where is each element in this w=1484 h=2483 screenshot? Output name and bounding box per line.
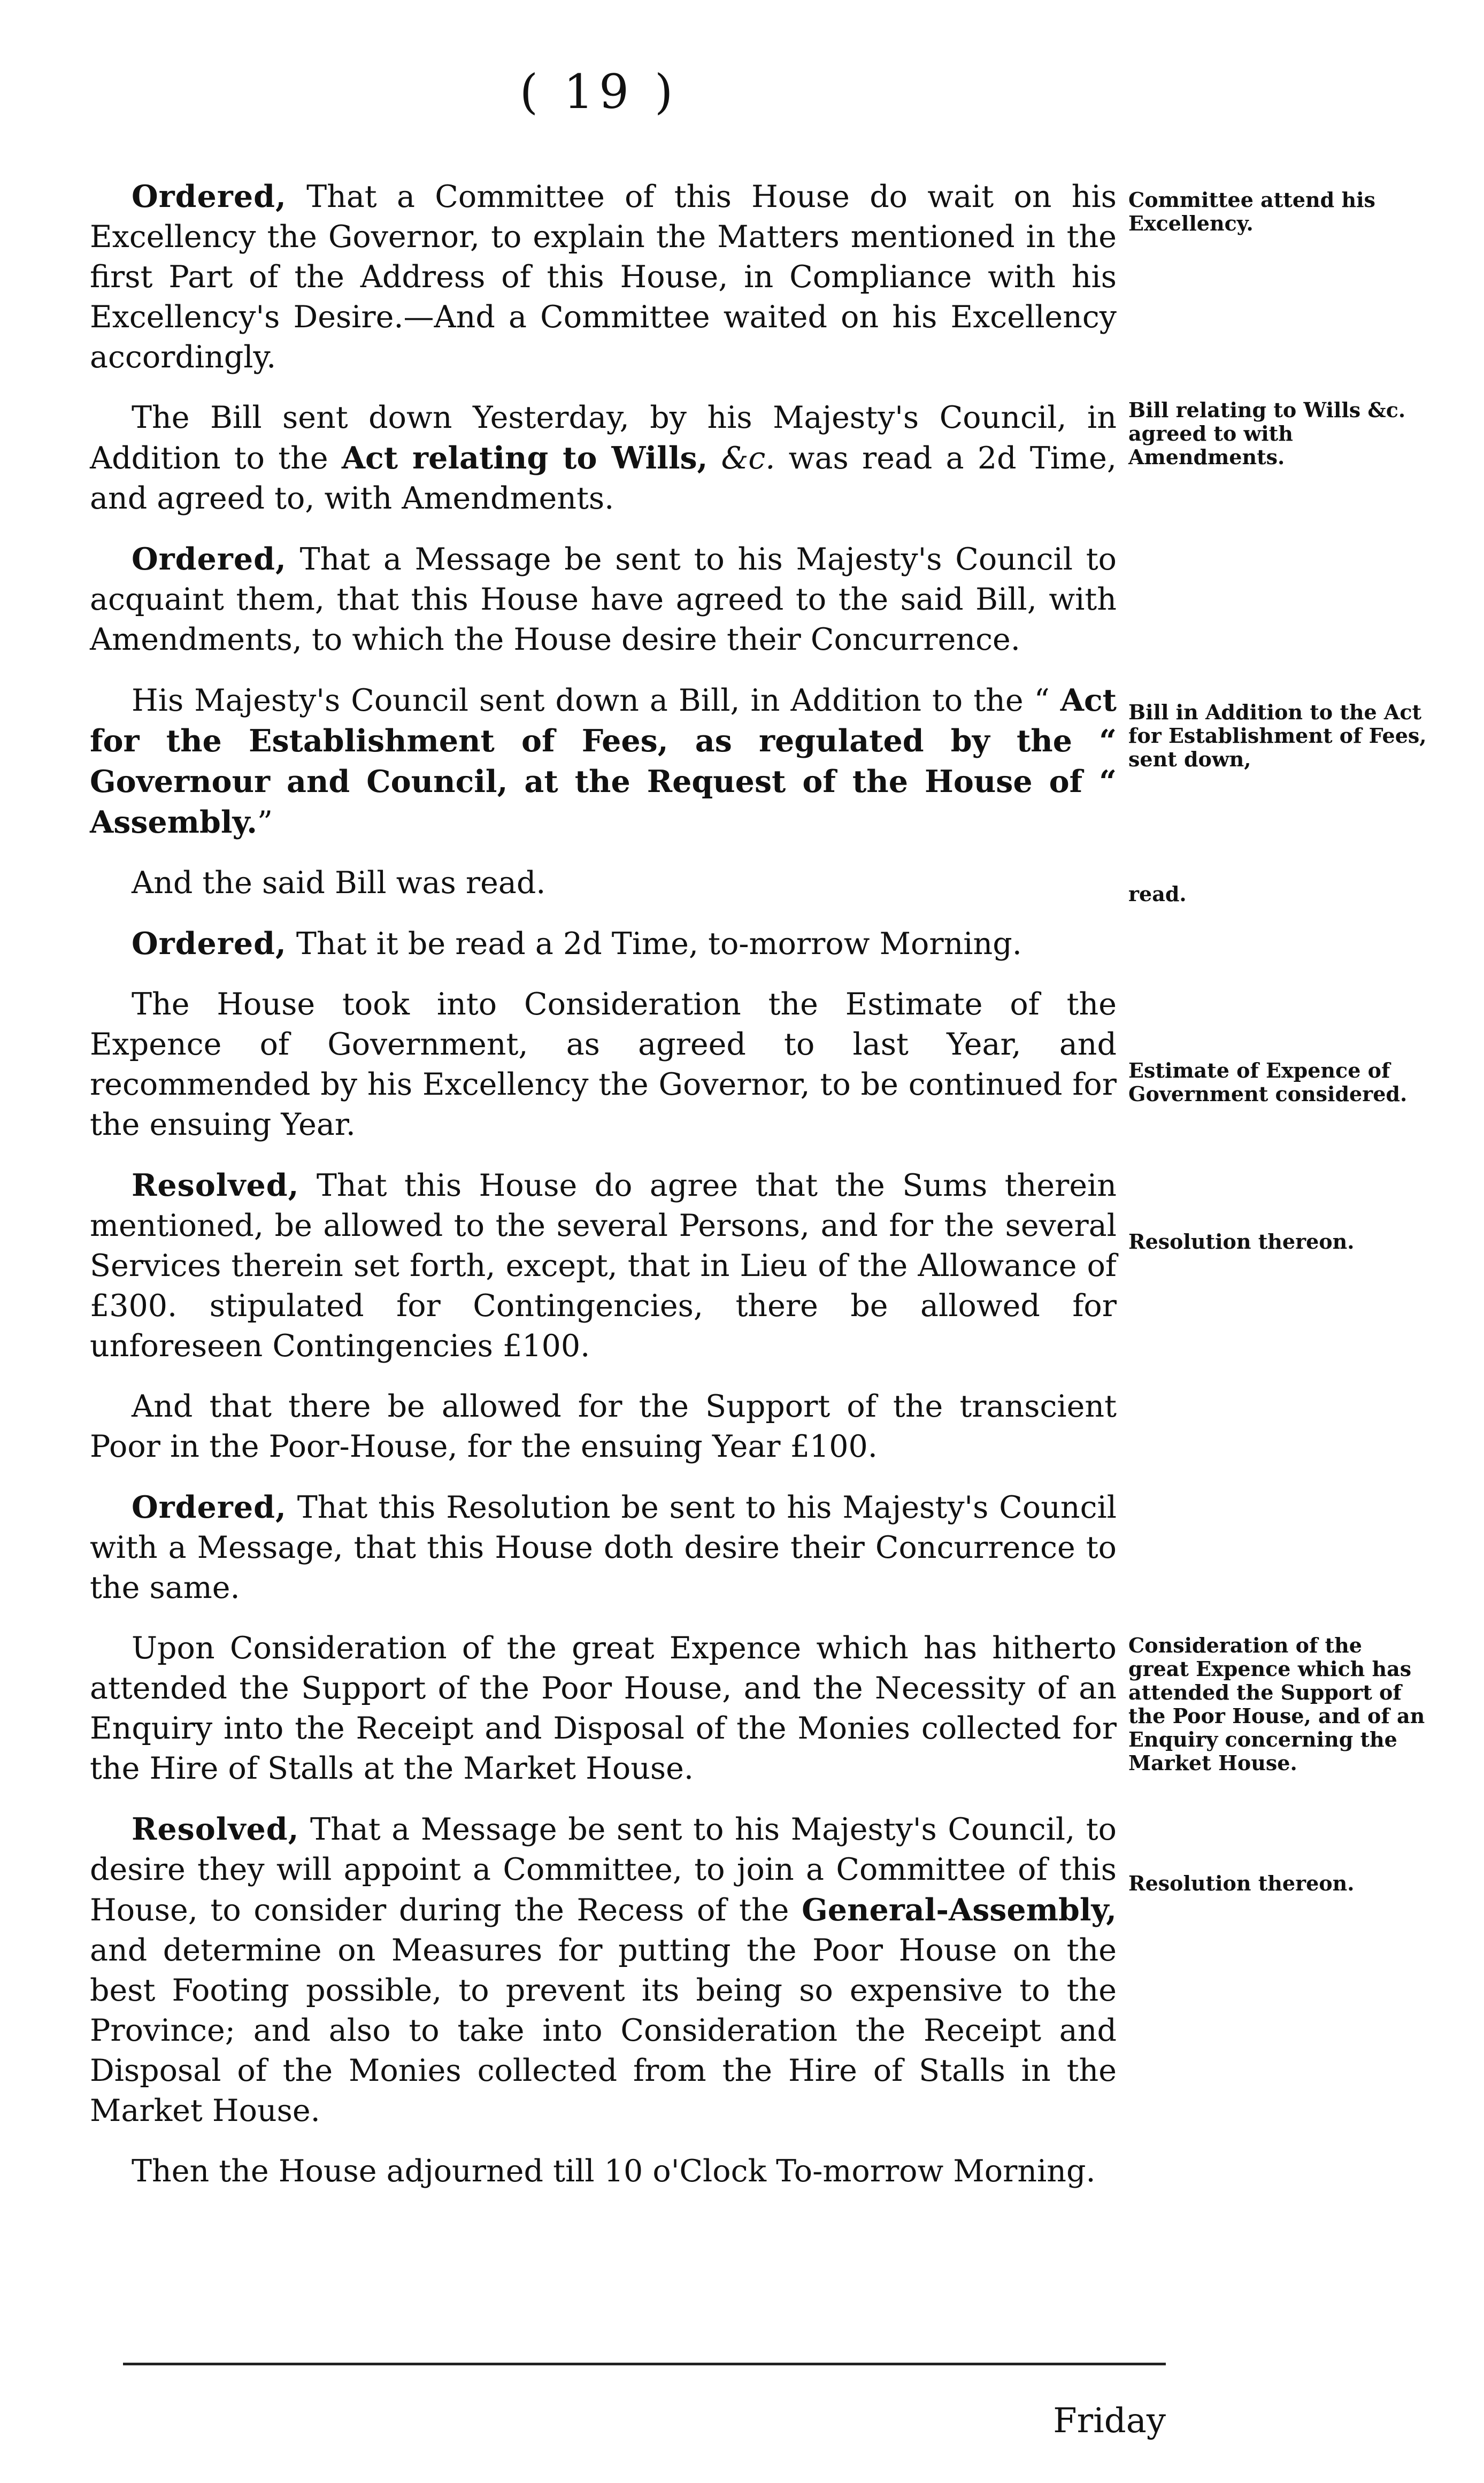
paragraph-ordered-message <box>90 539 1117 660</box>
catchword: Friday <box>1053 2401 1166 2441</box>
margin-note-estimate: Estimate of Expence of Government considered. <box>1128 1058 1408 1106</box>
act-title: Act for the Establishment of Fees, as regulated by the “ Governour and Council, at the Request of the House of “ Assembly. <box>90 682 1117 840</box>
paragraph-text: That this Resolution be sent to his Majesty's Council with a Message, that this House doth desire their Concurrence to the same. <box>90 1490 1117 1605</box>
page-number: ( 19 ) <box>519 64 679 119</box>
paragraph-lead: Ordered, <box>132 1489 287 1525</box>
paragraph-ordered-resolution <box>90 1487 1117 1608</box>
paragraph-text: And the said Bill was read. <box>132 865 546 901</box>
paragraph-consideration <box>90 1628 1117 1789</box>
paragraph-estimate <box>90 985 1117 1145</box>
assembly-title: General-Assembly, <box>802 1892 1117 1928</box>
paragraph-text: ” <box>257 805 273 840</box>
paragraph-text: That a Message be sent to his Majesty's Council, to desire they will appoint a Committee, to join a Committee of this House, to consider during the Recess of the <box>90 1812 1117 1928</box>
paragraph-lead: Resolved, <box>132 1811 299 1847</box>
margin-note-committee: Committee attend his Excellency. <box>1128 188 1375 235</box>
paragraph-text: That a Committee of this House do wait on his Excellency the Governor, to explain the Matters mentioned in the first Part of the Address of this House, in Compliance with his Excellency's Desire.—And a Committee waited on his Excellency accordingly. <box>90 179 1117 375</box>
paragraph-poor-house-allowance <box>90 1387 1117 1467</box>
paragraph-text: And that there be allowed for the Support of the transcient Poor in the Poor-House, for the ensuing Year £100. <box>90 1389 1117 1464</box>
paragraph-text-italic: &c. <box>708 441 775 476</box>
body-text <box>90 176 1117 2212</box>
paragraph-wills-bill <box>90 398 1117 519</box>
paragraph-fees-bill <box>90 680 1117 843</box>
paragraph-text: That it be read a 2d Time, to-morrow Morning. <box>286 926 1022 962</box>
paragraph-text: The House took into Consideration the Estimate of the Expence of Government, as agreed to last Year, and recommended by his Excellency the Governor, to be continued for the ensuing Year. <box>90 987 1117 1142</box>
paragraph-lead: Ordered, <box>132 179 287 214</box>
paragraph-text: His Majesty's Council sent down a Bill, in Addition to the “ <box>132 683 1060 718</box>
paragraph-text: Then the House adjourned till 10 o'Clock To-morrow Morning. <box>132 2154 1096 2189</box>
paragraph-resolved-committee <box>90 1809 1117 2131</box>
margin-note-read: read. <box>1128 882 1187 906</box>
paragraph-lead: Resolved, <box>132 1167 299 1203</box>
margin-note-resolution: Resolution thereon. <box>1128 1229 1355 1254</box>
paragraph-text: Upon Consideration of the great Expence which has hitherto attended the Support of the Poor House, and the Necessity of an Enquiry into the Receipt and Disposal of the Monies collected for the Hire of Stalls at the Market House. <box>90 1631 1117 1786</box>
divider-rule <box>123 2363 1166 2365</box>
paragraph-lead: Ordered, <box>132 926 287 962</box>
paragraph-resolved-sums <box>90 1165 1117 1366</box>
paragraph-text: The Bill sent down Yesterday, by his Majesty's Council, in Addition to the <box>90 400 1117 476</box>
paragraph-text: That this House do agree that the Sums therein mentioned, be allowed to the several Persons, and for the several Services therein set forth, except, that in Lieu of the Allowance of £300. stipulated for Contingencies, there be allowed for unforeseen Contingencies £100. <box>90 1168 1117 1364</box>
margin-note-resolution-2: Resolution thereon. <box>1128 1871 1355 1895</box>
act-title: Act relating to Wills, <box>341 440 708 476</box>
paragraph-ordered-committee <box>90 176 1117 378</box>
paragraph-lead: Ordered, <box>132 541 287 577</box>
paragraph-bill-read <box>90 863 1117 903</box>
paragraph-text: That a Message be sent to his Majesty's Council to acquaint them, that this House have agreed to the said Bill, with Amendments, to which the House desire their Concurrence. <box>90 542 1117 657</box>
margin-note-consideration: Consideration of the great Expence which has attended the Support of the Poor House, and of an Enquiry concerning the Market House. <box>1128 1633 1425 1775</box>
paragraph-text: and determine on Measures for putting the Poor House on the best Footing possible, to prevent its being so expensive to the Province; and also to take into Consideration the Receipt and Disposal of the Monies collected from the Hire of Stalls in the Market House. <box>90 1933 1117 2128</box>
paragraph-ordered-second-reading <box>90 924 1117 964</box>
margin-note-fees-bill: Bill in Addition to the Act for Establishment of Fees, sent down, <box>1128 700 1427 771</box>
paragraph-text: was read a 2d Time, and agreed to, with Amendments. <box>90 441 1117 516</box>
paragraph-adjourned <box>90 2151 1117 2192</box>
margin-note-wills: Bill relating to Wills &c. agreed to with Amendments. <box>1128 398 1406 469</box>
